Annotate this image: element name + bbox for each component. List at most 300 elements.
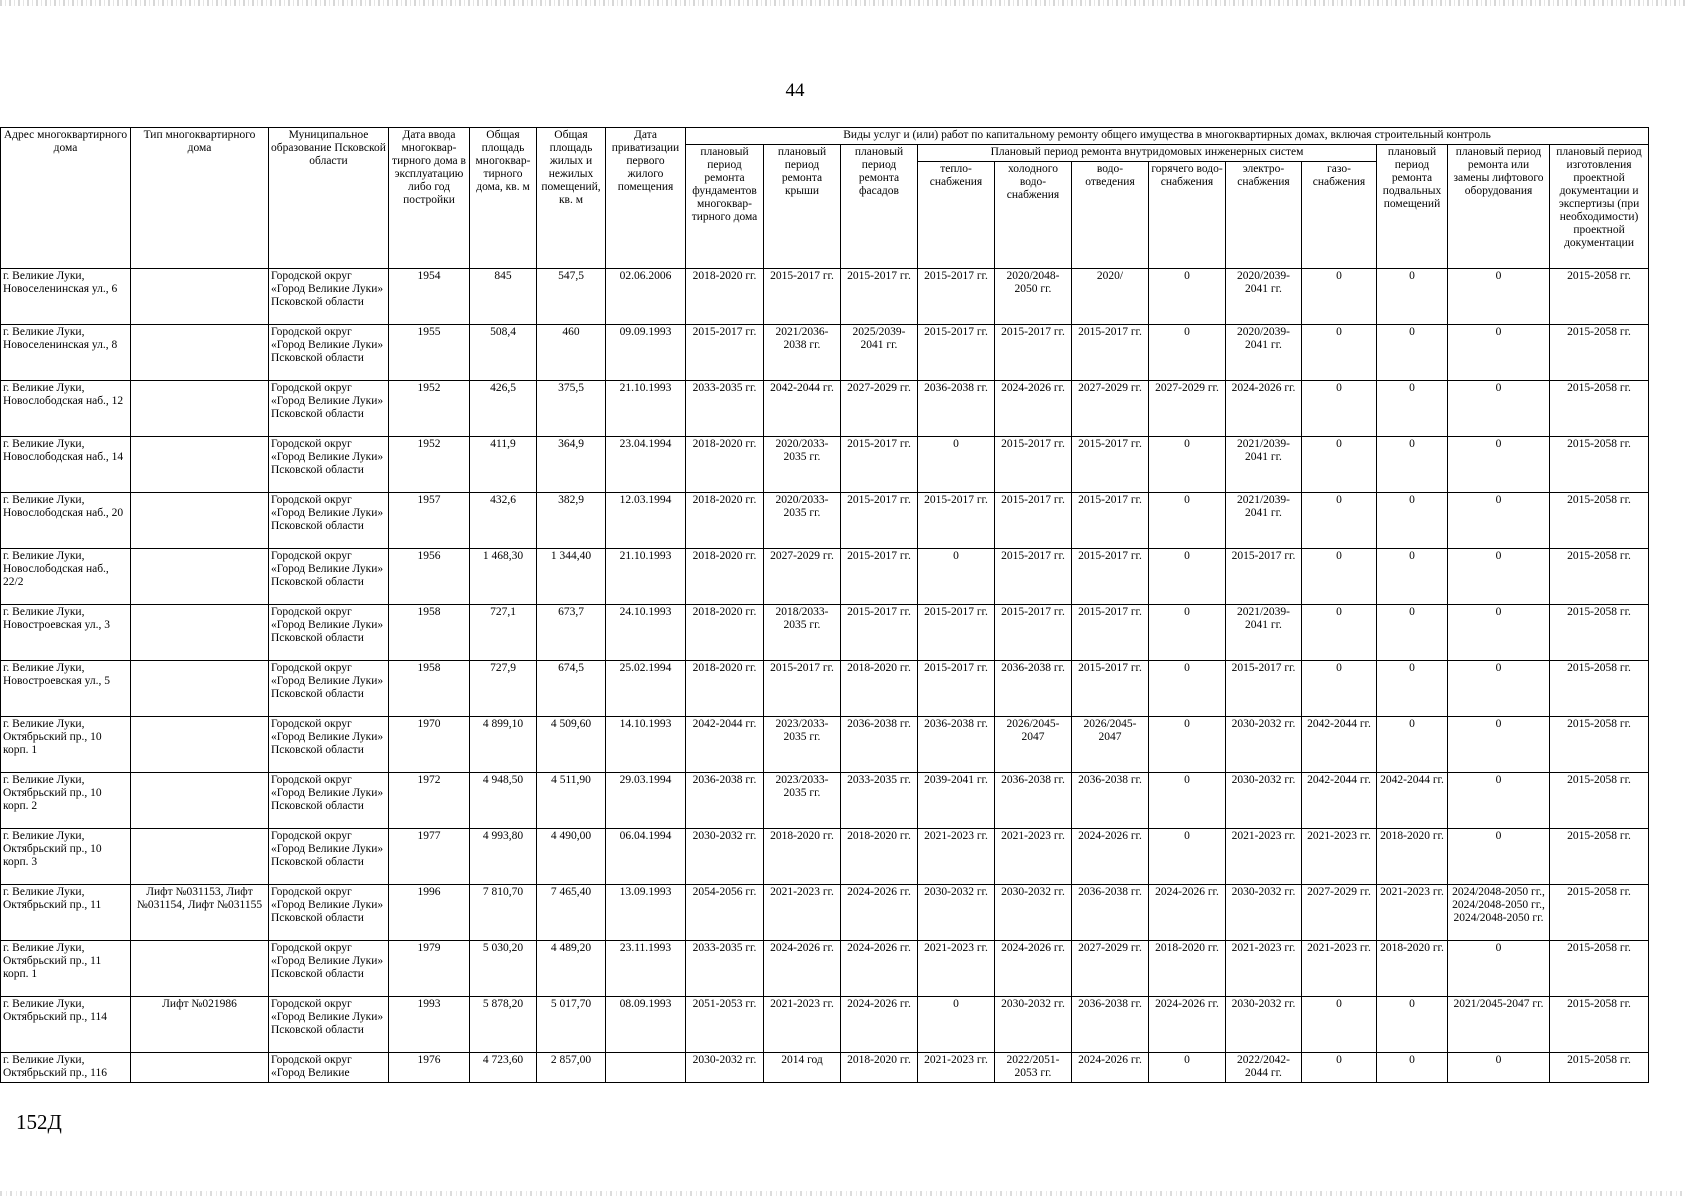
cell-roof: 2021-2023 гг. bbox=[764, 997, 841, 1053]
cell-municipality: Городской округ «Город Великие Луки» Псковской области bbox=[269, 829, 389, 885]
cell-electric: 2021/2039-2041 гг. bbox=[1226, 605, 1302, 661]
cell-year: 1993 bbox=[389, 997, 470, 1053]
cell-roof: 2021-2023 гг. bbox=[764, 885, 841, 941]
table-row bbox=[1, 605, 1649, 661]
cell-privatization: 02.06.2006 bbox=[606, 269, 686, 325]
table-row bbox=[1, 773, 1649, 829]
cell-type bbox=[131, 269, 269, 325]
cell-elevator: 0 bbox=[1448, 381, 1550, 437]
cell-foundation: 2018-2020 гг. bbox=[686, 437, 764, 493]
cell-hot-water: 0 bbox=[1149, 1053, 1226, 1083]
cell-design: 2015-2058 гг. bbox=[1550, 1053, 1649, 1083]
cell-living-area: 4 511,90 bbox=[537, 773, 606, 829]
cell-type bbox=[131, 829, 269, 885]
table-row bbox=[1, 269, 1649, 325]
cell-heat: 0 bbox=[918, 549, 995, 605]
header-electric: электро-снабжения bbox=[1226, 162, 1302, 269]
cell-electric: 2015-2017 гг. bbox=[1226, 549, 1302, 605]
cell-type bbox=[131, 325, 269, 381]
cell-foundation: 2018-2020 гг. bbox=[686, 605, 764, 661]
cell-sewer: 2036-2038 гг. bbox=[1072, 885, 1149, 941]
cell-elevator: 2024/2048-2050 гг., 2024/2048-2050 гг., 2024/2048-2050 гг. bbox=[1448, 885, 1550, 941]
cell-type bbox=[131, 717, 269, 773]
header-sewer: водо-отведения bbox=[1072, 162, 1149, 269]
cell-total-area: 7 810,70 bbox=[470, 885, 537, 941]
cell-year: 1952 bbox=[389, 437, 470, 493]
scan-edge-top bbox=[0, 0, 1686, 6]
cell-elevator: 0 bbox=[1448, 437, 1550, 493]
header-address: Адрес многоквартирного дома bbox=[1, 128, 131, 269]
table-row bbox=[1, 829, 1649, 885]
header-commission-date: Дата ввода многоквар-тирного дома в эксплуатацию либо год постройки bbox=[389, 128, 470, 269]
cell-roof: 2015-2017 гг. bbox=[764, 661, 841, 717]
cell-gas: 2021-2023 гг. bbox=[1302, 829, 1377, 885]
header-design: плановый период изготовления проектной документации и экспертизы (при необходимости) проектной документации bbox=[1550, 145, 1649, 269]
cell-address: г. Великие Луки, Новослободская наб., 20 bbox=[1, 493, 131, 549]
cell-year: 1976 bbox=[389, 1053, 470, 1083]
cell-basement: 2042-2044 гг. bbox=[1377, 773, 1448, 829]
cell-electric: 2021/2039-2041 гг. bbox=[1226, 493, 1302, 549]
cell-cold-water: 2024-2026 гг. bbox=[995, 941, 1072, 997]
cell-heat: 2015-2017 гг. bbox=[918, 493, 995, 549]
table-row bbox=[1, 885, 1649, 941]
cell-roof: 2020/2033-2035 гг. bbox=[764, 437, 841, 493]
cell-foundation: 2018-2020 гг. bbox=[686, 661, 764, 717]
cell-gas: 0 bbox=[1302, 381, 1377, 437]
cell-heat: 2021-2023 гг. bbox=[918, 829, 995, 885]
cell-living-area: 4 489,20 bbox=[537, 941, 606, 997]
cell-electric: 2021-2023 гг. bbox=[1226, 941, 1302, 997]
table-row bbox=[1, 325, 1649, 381]
cell-municipality: Городской округ «Город Великие Луки» Псковской области bbox=[269, 549, 389, 605]
cell-year: 1979 bbox=[389, 941, 470, 997]
cell-privatization bbox=[606, 1053, 686, 1083]
cell-municipality: Городской округ «Город Великие Луки» Псковской области bbox=[269, 997, 389, 1053]
cell-year: 1957 bbox=[389, 493, 470, 549]
table-row bbox=[1, 549, 1649, 605]
cell-roof: 2021/2036-2038 гг. bbox=[764, 325, 841, 381]
cell-type bbox=[131, 605, 269, 661]
header-foundation: плановый период ремонта фундаментов многоквар-тирного дома bbox=[686, 145, 764, 269]
cell-basement: 0 bbox=[1377, 661, 1448, 717]
cell-design: 2015-2058 гг. bbox=[1550, 941, 1649, 997]
cell-living-area: 382,9 bbox=[537, 493, 606, 549]
cell-address: г. Великие Луки, Октябрьский пр., 114 bbox=[1, 997, 131, 1053]
cell-heat: 2021-2023 гг. bbox=[918, 1053, 995, 1083]
cell-cold-water: 2022/2051-2053 гг. bbox=[995, 1053, 1072, 1083]
cell-electric: 2020/2039-2041 гг. bbox=[1226, 269, 1302, 325]
cell-type bbox=[131, 773, 269, 829]
cell-year: 1970 bbox=[389, 717, 470, 773]
cell-roof: 2018-2020 гг. bbox=[764, 829, 841, 885]
cell-foundation: 2030-2032 гг. bbox=[686, 1053, 764, 1083]
cell-cold-water: 2015-2017 гг. bbox=[995, 549, 1072, 605]
table-row bbox=[1, 437, 1649, 493]
cell-address: г. Великие Луки, Новослободская наб., 14 bbox=[1, 437, 131, 493]
cell-hot-water: 0 bbox=[1149, 661, 1226, 717]
cell-basement: 0 bbox=[1377, 325, 1448, 381]
cell-sewer: 2027-2029 гг. bbox=[1072, 941, 1149, 997]
cell-design: 2015-2058 гг. bbox=[1550, 493, 1649, 549]
cell-living-area: 2 857,00 bbox=[537, 1053, 606, 1083]
cell-facade: 2025/2039-2041 гг. bbox=[841, 325, 918, 381]
cell-gas: 0 bbox=[1302, 1053, 1377, 1083]
cell-type bbox=[131, 437, 269, 493]
cell-sewer: 2015-2017 гг. bbox=[1072, 661, 1149, 717]
scan-edge-bottom bbox=[0, 1191, 1686, 1196]
cell-facade: 2015-2017 гг. bbox=[841, 493, 918, 549]
cell-facade: 2015-2017 гг. bbox=[841, 269, 918, 325]
cell-electric: 2030-2032 гг. bbox=[1226, 773, 1302, 829]
cell-design: 2015-2058 гг. bbox=[1550, 549, 1649, 605]
cell-gas: 0 bbox=[1302, 549, 1377, 605]
cell-total-area: 727,9 bbox=[470, 661, 537, 717]
cell-privatization: 08.09.1993 bbox=[606, 997, 686, 1053]
cell-foundation: 2015-2017 гг. bbox=[686, 325, 764, 381]
cell-heat: 2015-2017 гг. bbox=[918, 269, 995, 325]
cell-year: 1952 bbox=[389, 381, 470, 437]
cell-privatization: 13.09.1993 bbox=[606, 885, 686, 941]
cell-hot-water: 0 bbox=[1149, 325, 1226, 381]
cell-address: г. Великие Луки, Новоселенинская ул., 8 bbox=[1, 325, 131, 381]
cell-foundation: 2036-2038 гг. bbox=[686, 773, 764, 829]
cell-year: 1958 bbox=[389, 605, 470, 661]
cell-sewer: 2036-2038 гг. bbox=[1072, 997, 1149, 1053]
cell-facade: 2033-2035 гг. bbox=[841, 773, 918, 829]
cell-privatization: 12.03.1994 bbox=[606, 493, 686, 549]
cell-sewer: 2015-2017 гг. bbox=[1072, 437, 1149, 493]
cell-sewer: 2027-2029 гг. bbox=[1072, 381, 1149, 437]
cell-design: 2015-2058 гг. bbox=[1550, 437, 1649, 493]
cell-heat: 2036-2038 гг. bbox=[918, 381, 995, 437]
cell-living-area: 5 017,70 bbox=[537, 997, 606, 1053]
cell-municipality: Городской округ «Город Великие Луки» Псковской области bbox=[269, 493, 389, 549]
cell-gas: 0 bbox=[1302, 493, 1377, 549]
cell-heat: 0 bbox=[918, 997, 995, 1053]
cell-year: 1977 bbox=[389, 829, 470, 885]
table-row bbox=[1, 997, 1649, 1053]
cell-address: г. Великие Луки, Новостроевская ул., 3 bbox=[1, 605, 131, 661]
cell-heat: 2015-2017 гг. bbox=[918, 661, 995, 717]
cell-living-area: 375,5 bbox=[537, 381, 606, 437]
cell-hot-water: 2018-2020 гг. bbox=[1149, 941, 1226, 997]
cell-hot-water: 0 bbox=[1149, 437, 1226, 493]
header-systems-group: Плановый период ремонта внутридомовых инженерных систем bbox=[918, 145, 1377, 162]
header-privatization-date: Дата приватизации первого жилого помещения bbox=[606, 128, 686, 269]
cell-living-area: 1 344,40 bbox=[537, 549, 606, 605]
cell-total-area: 432,6 bbox=[470, 493, 537, 549]
cell-municipality: Городской округ «Город Великие Луки» Псковской области bbox=[269, 773, 389, 829]
cell-basement: 0 bbox=[1377, 549, 1448, 605]
cell-gas: 2021-2023 гг. bbox=[1302, 941, 1377, 997]
cell-total-area: 4 723,60 bbox=[470, 1053, 537, 1083]
cell-heat: 2039-2041 гг. bbox=[918, 773, 995, 829]
table-row bbox=[1, 1053, 1649, 1083]
cell-basement: 2018-2020 гг. bbox=[1377, 941, 1448, 997]
cell-type bbox=[131, 493, 269, 549]
cell-roof: 2042-2044 гг. bbox=[764, 381, 841, 437]
table-row bbox=[1, 661, 1649, 717]
cell-elevator: 0 bbox=[1448, 829, 1550, 885]
cell-type bbox=[131, 941, 269, 997]
table-body bbox=[1, 269, 1649, 1083]
cell-heat: 2036-2038 гг. bbox=[918, 717, 995, 773]
cell-municipality: Городской округ «Город Великие Луки» Псковской области bbox=[269, 941, 389, 997]
cell-facade: 2018-2020 гг. bbox=[841, 829, 918, 885]
cell-foundation: 2042-2044 гг. bbox=[686, 717, 764, 773]
cell-address: г. Великие Луки, Октябрьский пр., 11 bbox=[1, 885, 131, 941]
cell-type bbox=[131, 549, 269, 605]
cell-total-area: 5 030,20 bbox=[470, 941, 537, 997]
cell-year: 1996 bbox=[389, 885, 470, 941]
cell-design: 2015-2058 гг. bbox=[1550, 997, 1649, 1053]
header-cold-water: холодного водо-снабжения bbox=[995, 162, 1072, 269]
header-roof: плановый период ремонта крыши bbox=[764, 145, 841, 269]
cell-design: 2015-2058 гг. bbox=[1550, 661, 1649, 717]
cell-gas: 0 bbox=[1302, 269, 1377, 325]
cell-basement: 0 bbox=[1377, 605, 1448, 661]
cell-electric: 2020/2039-2041 гг. bbox=[1226, 325, 1302, 381]
cell-address: г. Великие Луки, Октябрьский пр., 10 корп. 3 bbox=[1, 829, 131, 885]
table-row bbox=[1, 493, 1649, 549]
cell-elevator: 0 bbox=[1448, 493, 1550, 549]
cell-gas: 2042-2044 гг. bbox=[1302, 773, 1377, 829]
cell-address: г. Великие Луки, Октябрьский пр., 11 корп. 1 bbox=[1, 941, 131, 997]
cell-facade: 2018-2020 гг. bbox=[841, 1053, 918, 1083]
cell-elevator: 0 bbox=[1448, 269, 1550, 325]
cell-living-area: 7 465,40 bbox=[537, 885, 606, 941]
cell-facade: 2024-2026 гг. bbox=[841, 885, 918, 941]
cell-basement: 0 bbox=[1377, 493, 1448, 549]
cell-cold-water: 2021-2023 гг. bbox=[995, 829, 1072, 885]
cell-electric: 2030-2032 гг. bbox=[1226, 717, 1302, 773]
cell-type bbox=[131, 661, 269, 717]
cell-elevator: 0 bbox=[1448, 325, 1550, 381]
cell-privatization: 21.10.1993 bbox=[606, 549, 686, 605]
cell-cold-water: 2015-2017 гг. bbox=[995, 325, 1072, 381]
cell-electric: 2022/2042-2044 гг. bbox=[1226, 1053, 1302, 1083]
cell-municipality: Городской округ «Город Великие Луки» Псковской области bbox=[269, 437, 389, 493]
cell-living-area: 460 bbox=[537, 325, 606, 381]
cell-design: 2015-2058 гг. bbox=[1550, 717, 1649, 773]
cell-hot-water: 0 bbox=[1149, 773, 1226, 829]
cell-foundation: 2054-2056 гг. bbox=[686, 885, 764, 941]
cell-gas: 0 bbox=[1302, 997, 1377, 1053]
capital-repair-table bbox=[0, 127, 1649, 1083]
cell-sewer: 2024-2026 гг. bbox=[1072, 1053, 1149, 1083]
cell-cold-water: 2030-2032 гг. bbox=[995, 885, 1072, 941]
cell-total-area: 4 899,10 bbox=[470, 717, 537, 773]
cell-design: 2015-2058 гг. bbox=[1550, 269, 1649, 325]
cell-address: г. Великие Луки, Октябрьский пр., 10 корп. 2 bbox=[1, 773, 131, 829]
cell-elevator: 0 bbox=[1448, 941, 1550, 997]
cell-cold-water: 2015-2017 гг. bbox=[995, 437, 1072, 493]
cell-hot-water: 0 bbox=[1149, 717, 1226, 773]
cell-cold-water: 2015-2017 гг. bbox=[995, 493, 1072, 549]
header-elevator: плановый период ремонта или замены лифтового оборудования bbox=[1448, 145, 1550, 269]
cell-address: г. Великие Луки, Новоселенинская ул., 6 bbox=[1, 269, 131, 325]
cell-basement: 0 bbox=[1377, 269, 1448, 325]
cell-total-area: 1 468,30 bbox=[470, 549, 537, 605]
cell-municipality: Городской округ «Город Великие Луки» Псковской области bbox=[269, 381, 389, 437]
cell-privatization: 23.11.1993 bbox=[606, 941, 686, 997]
footer-code: 152Д bbox=[16, 1110, 62, 1134]
cell-privatization: 25.02.1994 bbox=[606, 661, 686, 717]
cell-living-area: 547,5 bbox=[537, 269, 606, 325]
cell-sewer: 2015-2017 гг. bbox=[1072, 605, 1149, 661]
cell-basement: 0 bbox=[1377, 997, 1448, 1053]
cell-municipality: Городской округ «Город Великие Луки» Псковской области bbox=[269, 717, 389, 773]
cell-electric: 2024-2026 гг. bbox=[1226, 381, 1302, 437]
cell-roof: 2015-2017 гг. bbox=[764, 269, 841, 325]
cell-year: 1955 bbox=[389, 325, 470, 381]
cell-privatization: 21.10.1993 bbox=[606, 381, 686, 437]
cell-privatization: 24.10.1993 bbox=[606, 605, 686, 661]
table-row bbox=[1, 717, 1649, 773]
cell-hot-water: 0 bbox=[1149, 829, 1226, 885]
cell-sewer: 2015-2017 гг. bbox=[1072, 493, 1149, 549]
cell-hot-water: 0 bbox=[1149, 549, 1226, 605]
cell-heat: 2015-2017 гг. bbox=[918, 605, 995, 661]
cell-basement: 0 bbox=[1377, 437, 1448, 493]
cell-design: 2015-2058 гг. bbox=[1550, 829, 1649, 885]
cell-type: Лифт №021986 bbox=[131, 997, 269, 1053]
cell-facade: 2015-2017 гг. bbox=[841, 437, 918, 493]
cell-total-area: 426,5 bbox=[470, 381, 537, 437]
cell-foundation: 2033-2035 гг. bbox=[686, 941, 764, 997]
cell-cold-water: 2030-2032 гг. bbox=[995, 997, 1072, 1053]
cell-basement: 0 bbox=[1377, 381, 1448, 437]
header-facade: плановый период ремонта фасадов bbox=[841, 145, 918, 269]
cell-roof: 2023/2033-2035 гг. bbox=[764, 773, 841, 829]
cell-gas: 2042-2044 гг. bbox=[1302, 717, 1377, 773]
header-gas: газо-снабжения bbox=[1302, 162, 1377, 269]
cell-sewer: 2020/ bbox=[1072, 269, 1149, 325]
cell-cold-water: 2026/2045-2047 bbox=[995, 717, 1072, 773]
cell-living-area: 673,7 bbox=[537, 605, 606, 661]
cell-hot-water: 2027-2029 гг. bbox=[1149, 381, 1226, 437]
cell-cold-water: 2036-2038 гг. bbox=[995, 661, 1072, 717]
cell-heat: 2015-2017 гг. bbox=[918, 325, 995, 381]
cell-municipality: Городской округ «Город Великие bbox=[269, 1053, 389, 1083]
cell-type bbox=[131, 381, 269, 437]
cell-facade: 2015-2017 гг. bbox=[841, 549, 918, 605]
cell-gas: 0 bbox=[1302, 661, 1377, 717]
cell-facade: 2024-2026 гг. bbox=[841, 997, 918, 1053]
cell-address: г. Великие Луки, Октябрьский пр., 10 корп. 1 bbox=[1, 717, 131, 773]
cell-gas: 0 bbox=[1302, 605, 1377, 661]
cell-municipality: Городской округ «Город Великие Луки» Псковской области bbox=[269, 661, 389, 717]
cell-cold-water: 2036-2038 гг. bbox=[995, 773, 1072, 829]
cell-elevator: 0 bbox=[1448, 605, 1550, 661]
cell-electric: 2021/2039-2041 гг. bbox=[1226, 437, 1302, 493]
cell-address: г. Великие Луки, Новостроевская ул., 5 bbox=[1, 661, 131, 717]
cell-roof: 2020/2033-2035 гг. bbox=[764, 493, 841, 549]
cell-roof: 2024-2026 гг. bbox=[764, 941, 841, 997]
header-heat: тепло-снабжения bbox=[918, 162, 995, 269]
cell-basement: 2021-2023 гг. bbox=[1377, 885, 1448, 941]
cell-basement: 2018-2020 гг. bbox=[1377, 829, 1448, 885]
cell-sewer: 2024-2026 гг. bbox=[1072, 829, 1149, 885]
cell-living-area: 4 509,60 bbox=[537, 717, 606, 773]
cell-total-area: 508,4 bbox=[470, 325, 537, 381]
cell-total-area: 845 bbox=[470, 269, 537, 325]
cell-hot-water: 2024-2026 гг. bbox=[1149, 885, 1226, 941]
cell-year: 1958 bbox=[389, 661, 470, 717]
cell-electric: 2015-2017 гг. bbox=[1226, 661, 1302, 717]
cell-electric: 2030-2032 гг. bbox=[1226, 885, 1302, 941]
cell-gas: 0 bbox=[1302, 325, 1377, 381]
cell-type: Лифт №031153, Лифт №031154, Лифт №031155 bbox=[131, 885, 269, 941]
cell-privatization: 06.04.1994 bbox=[606, 829, 686, 885]
cell-design: 2015-2058 гг. bbox=[1550, 885, 1649, 941]
cell-municipality: Городской округ «Город Великие Луки» Псковской области bbox=[269, 269, 389, 325]
cell-privatization: 14.10.1993 bbox=[606, 717, 686, 773]
cell-year: 1956 bbox=[389, 549, 470, 605]
page-number: 44 bbox=[785, 80, 805, 101]
cell-total-area: 411,9 bbox=[470, 437, 537, 493]
cell-elevator: 0 bbox=[1448, 717, 1550, 773]
cell-heat: 2030-2032 гг. bbox=[918, 885, 995, 941]
cell-foundation: 2018-2020 гг. bbox=[686, 269, 764, 325]
header-total-area: Общая площадь многоквар-тирного дома, кв. м bbox=[470, 128, 537, 269]
header-basement: плановый период ремонта подвальных помещений bbox=[1377, 145, 1448, 269]
cell-roof: 2023/2033-2035 гг. bbox=[764, 717, 841, 773]
cell-elevator: 0 bbox=[1448, 661, 1550, 717]
cell-living-area: 364,9 bbox=[537, 437, 606, 493]
table-row bbox=[1, 381, 1649, 437]
cell-facade: 2027-2029 гг. bbox=[841, 381, 918, 437]
cell-year: 1972 bbox=[389, 773, 470, 829]
cell-sewer: 2015-2017 гг. bbox=[1072, 325, 1149, 381]
cell-municipality: Городской округ «Город Великие Луки» Псковской области bbox=[269, 885, 389, 941]
cell-electric: 2021-2023 гг. bbox=[1226, 829, 1302, 885]
cell-gas: 0 bbox=[1302, 437, 1377, 493]
cell-hot-water: 2024-2026 гг. bbox=[1149, 997, 1226, 1053]
cell-hot-water: 0 bbox=[1149, 493, 1226, 549]
cell-foundation: 2018-2020 гг. bbox=[686, 493, 764, 549]
cell-privatization: 09.09.1993 bbox=[606, 325, 686, 381]
cell-municipality: Городской округ «Город Великие Луки» Псковской области bbox=[269, 605, 389, 661]
cell-facade: 2036-2038 гг. bbox=[841, 717, 918, 773]
header-hot-water: горячего водо-снабжения bbox=[1149, 162, 1226, 269]
cell-year: 1954 bbox=[389, 269, 470, 325]
cell-cold-water: 2020/2048-2050 гг. bbox=[995, 269, 1072, 325]
cell-municipality: Городской округ «Город Великие Луки» Псковской области bbox=[269, 325, 389, 381]
cell-address: г. Великие Луки, Новослободская наб., 22/2 bbox=[1, 549, 131, 605]
cell-foundation: 2051-2053 гг. bbox=[686, 997, 764, 1053]
cell-design: 2015-2058 гг. bbox=[1550, 605, 1649, 661]
cell-foundation: 2030-2032 гг. bbox=[686, 829, 764, 885]
cell-basement: 0 bbox=[1377, 717, 1448, 773]
cell-elevator: 0 bbox=[1448, 1053, 1550, 1083]
cell-total-area: 5 878,20 bbox=[470, 997, 537, 1053]
cell-hot-water: 0 bbox=[1149, 605, 1226, 661]
cell-total-area: 727,1 bbox=[470, 605, 537, 661]
header-type: Тип многоквартирного дома bbox=[131, 128, 269, 269]
cell-elevator: 2021/2045-2047 гг. bbox=[1448, 997, 1550, 1053]
cell-heat: 2021-2023 гг. bbox=[918, 941, 995, 997]
cell-total-area: 4 993,80 bbox=[470, 829, 537, 885]
cell-roof: 2027-2029 гг. bbox=[764, 549, 841, 605]
cell-address: г. Великие Луки, Октябрьский пр., 116 bbox=[1, 1053, 131, 1083]
cell-living-area: 4 490,00 bbox=[537, 829, 606, 885]
header-works-group: Виды услуг и (или) работ по капитальному ремонту общего имущества в многоквартирных домах, включая строительный контроль bbox=[686, 128, 1649, 145]
cell-design: 2015-2058 гг. bbox=[1550, 773, 1649, 829]
cell-sewer: 2036-2038 гг. bbox=[1072, 773, 1149, 829]
cell-cold-water: 2015-2017 гг. bbox=[995, 605, 1072, 661]
header-living-area: Общая площадь жилых и нежилых помещений, кв. м bbox=[537, 128, 606, 269]
